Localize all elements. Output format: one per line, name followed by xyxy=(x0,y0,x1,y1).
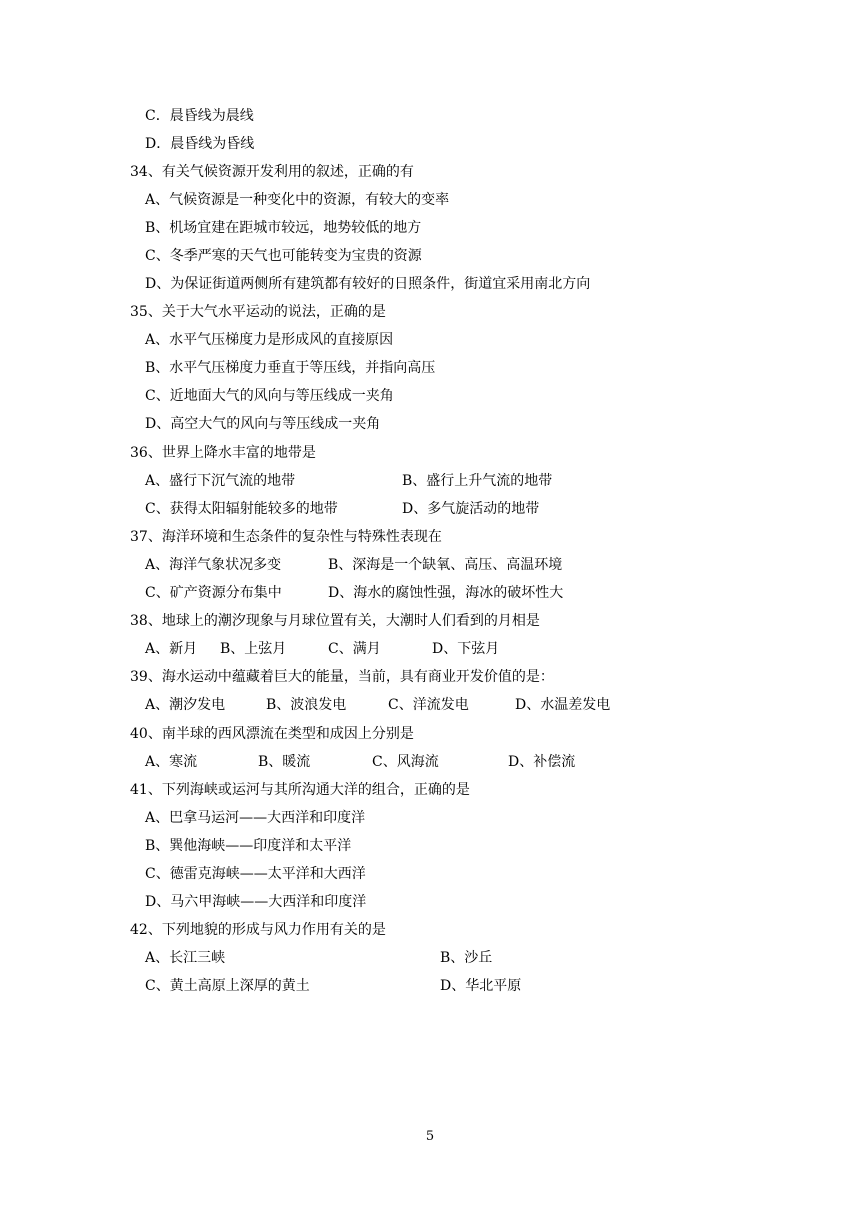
lead-option-d: D．晨昏线为昏线 xyxy=(145,136,255,152)
question-39-option-a: A、潮汐发电 xyxy=(145,697,226,713)
question-42-option-c: C、黄土高原上深厚的黄土 xyxy=(145,978,310,994)
question-39-option-b: B、波浪发电 xyxy=(266,697,347,713)
question-42-option-a: A、长江三峡 xyxy=(145,950,226,966)
question-38-stem: 38、地球上的潮汐现象与月球位置有关，大潮时人们看到的月相是 xyxy=(130,613,540,629)
question-34-option-b: B、机场宜建在距城市较远，地势较低的地方 xyxy=(145,220,422,236)
question-34-option-c: C、冬季严寒的天气也可能转变为宝贵的资源 xyxy=(145,248,422,264)
question-36-option-b: B、盛行上升气流的地带 xyxy=(402,473,553,489)
question-39-option-d: D、水温差发电 xyxy=(515,697,611,713)
question-38-option-b: B、上弦月 xyxy=(220,641,287,657)
question-41-option-c: C、德雷克海峡——太平洋和大西洋 xyxy=(145,866,366,882)
question-38-option-d: D、下弦月 xyxy=(432,641,500,657)
question-41-option-d: D、马六甲海峡——大西洋和印度洋 xyxy=(145,894,367,910)
question-34-option-d: D、为保证街道两侧所有建筑都有较好的日照条件，街道宜采用南北方向 xyxy=(145,276,591,292)
question-35-stem: 35、关于大气水平运动的说法，正确的是 xyxy=(130,304,386,320)
question-36-stem: 36、世界上降水丰富的地带是 xyxy=(130,445,316,461)
question-35-option-d: D、高空大气的风向与等压线成一夹角 xyxy=(145,416,381,432)
question-35-option-a: A、水平气压梯度力是形成风的直接原因 xyxy=(145,332,394,348)
question-34-stem: 34、有关气候资源开发利用的叙述，正确的有 xyxy=(130,164,414,180)
question-37-option-c: C、矿产资源分布集中 xyxy=(145,585,282,601)
question-35-option-c: C、近地面大气的风向与等压线成一夹角 xyxy=(145,388,394,404)
question-38-option-a: A、新月 xyxy=(145,641,198,657)
question-35-option-b: B、水平气压梯度力垂直于等压线，并指向高压 xyxy=(145,360,436,376)
question-36-option-d: D、多气旋活动的地带 xyxy=(402,501,540,517)
question-42-stem: 42、下列地貌的形成与风力作用有关的是 xyxy=(130,922,386,938)
question-40-option-d: D、补偿流 xyxy=(508,754,576,770)
question-37-option-b: B、深海是一个缺氧、高压、高温环境 xyxy=(328,557,563,573)
question-40-stem: 40、南半球的西风漂流在类型和成因上分别是 xyxy=(130,726,414,742)
question-37-stem: 37、海洋环境和生态条件的复杂性与特殊性表现在 xyxy=(130,529,442,545)
lead-option-c: C．晨昏线为晨线 xyxy=(145,108,254,124)
question-37-option-a: A、海洋气象状况多变 xyxy=(145,557,282,573)
question-37-option-d: D、海水的腐蚀性强，海冰的破坏性大 xyxy=(328,585,564,601)
question-42-option-d: D、华北平原 xyxy=(440,978,522,994)
question-38-option-c: C、满月 xyxy=(328,641,381,657)
page-number: 5 xyxy=(425,1129,435,1144)
question-39-stem: 39、海水运动中蕴藏着巨大的能量，当前，具有商业开发价值的是： xyxy=(130,669,554,685)
question-42-option-b: B、沙丘 xyxy=(440,950,493,966)
question-34-option-a: A、气候资源是一种变化中的资源，有较大的变率 xyxy=(145,192,450,208)
question-36-option-a: A、盛行下沉气流的地带 xyxy=(145,473,296,489)
question-40-option-a: A、寒流 xyxy=(145,754,198,770)
question-41-option-a: A、巴拿马运河——大西洋和印度洋 xyxy=(145,810,366,826)
question-41-option-b: B、巽他海峡——印度洋和太平洋 xyxy=(145,838,352,854)
question-39-option-c: C、洋流发电 xyxy=(388,697,469,713)
question-41-stem: 41、下列海峡或运河与其所沟通大洋的组合，正确的是 xyxy=(130,782,470,798)
question-36-option-c: C、获得太阳辐射能较多的地带 xyxy=(145,501,338,517)
question-40-option-b: B、暖流 xyxy=(258,754,311,770)
question-40-option-c: C、风海流 xyxy=(372,754,439,770)
